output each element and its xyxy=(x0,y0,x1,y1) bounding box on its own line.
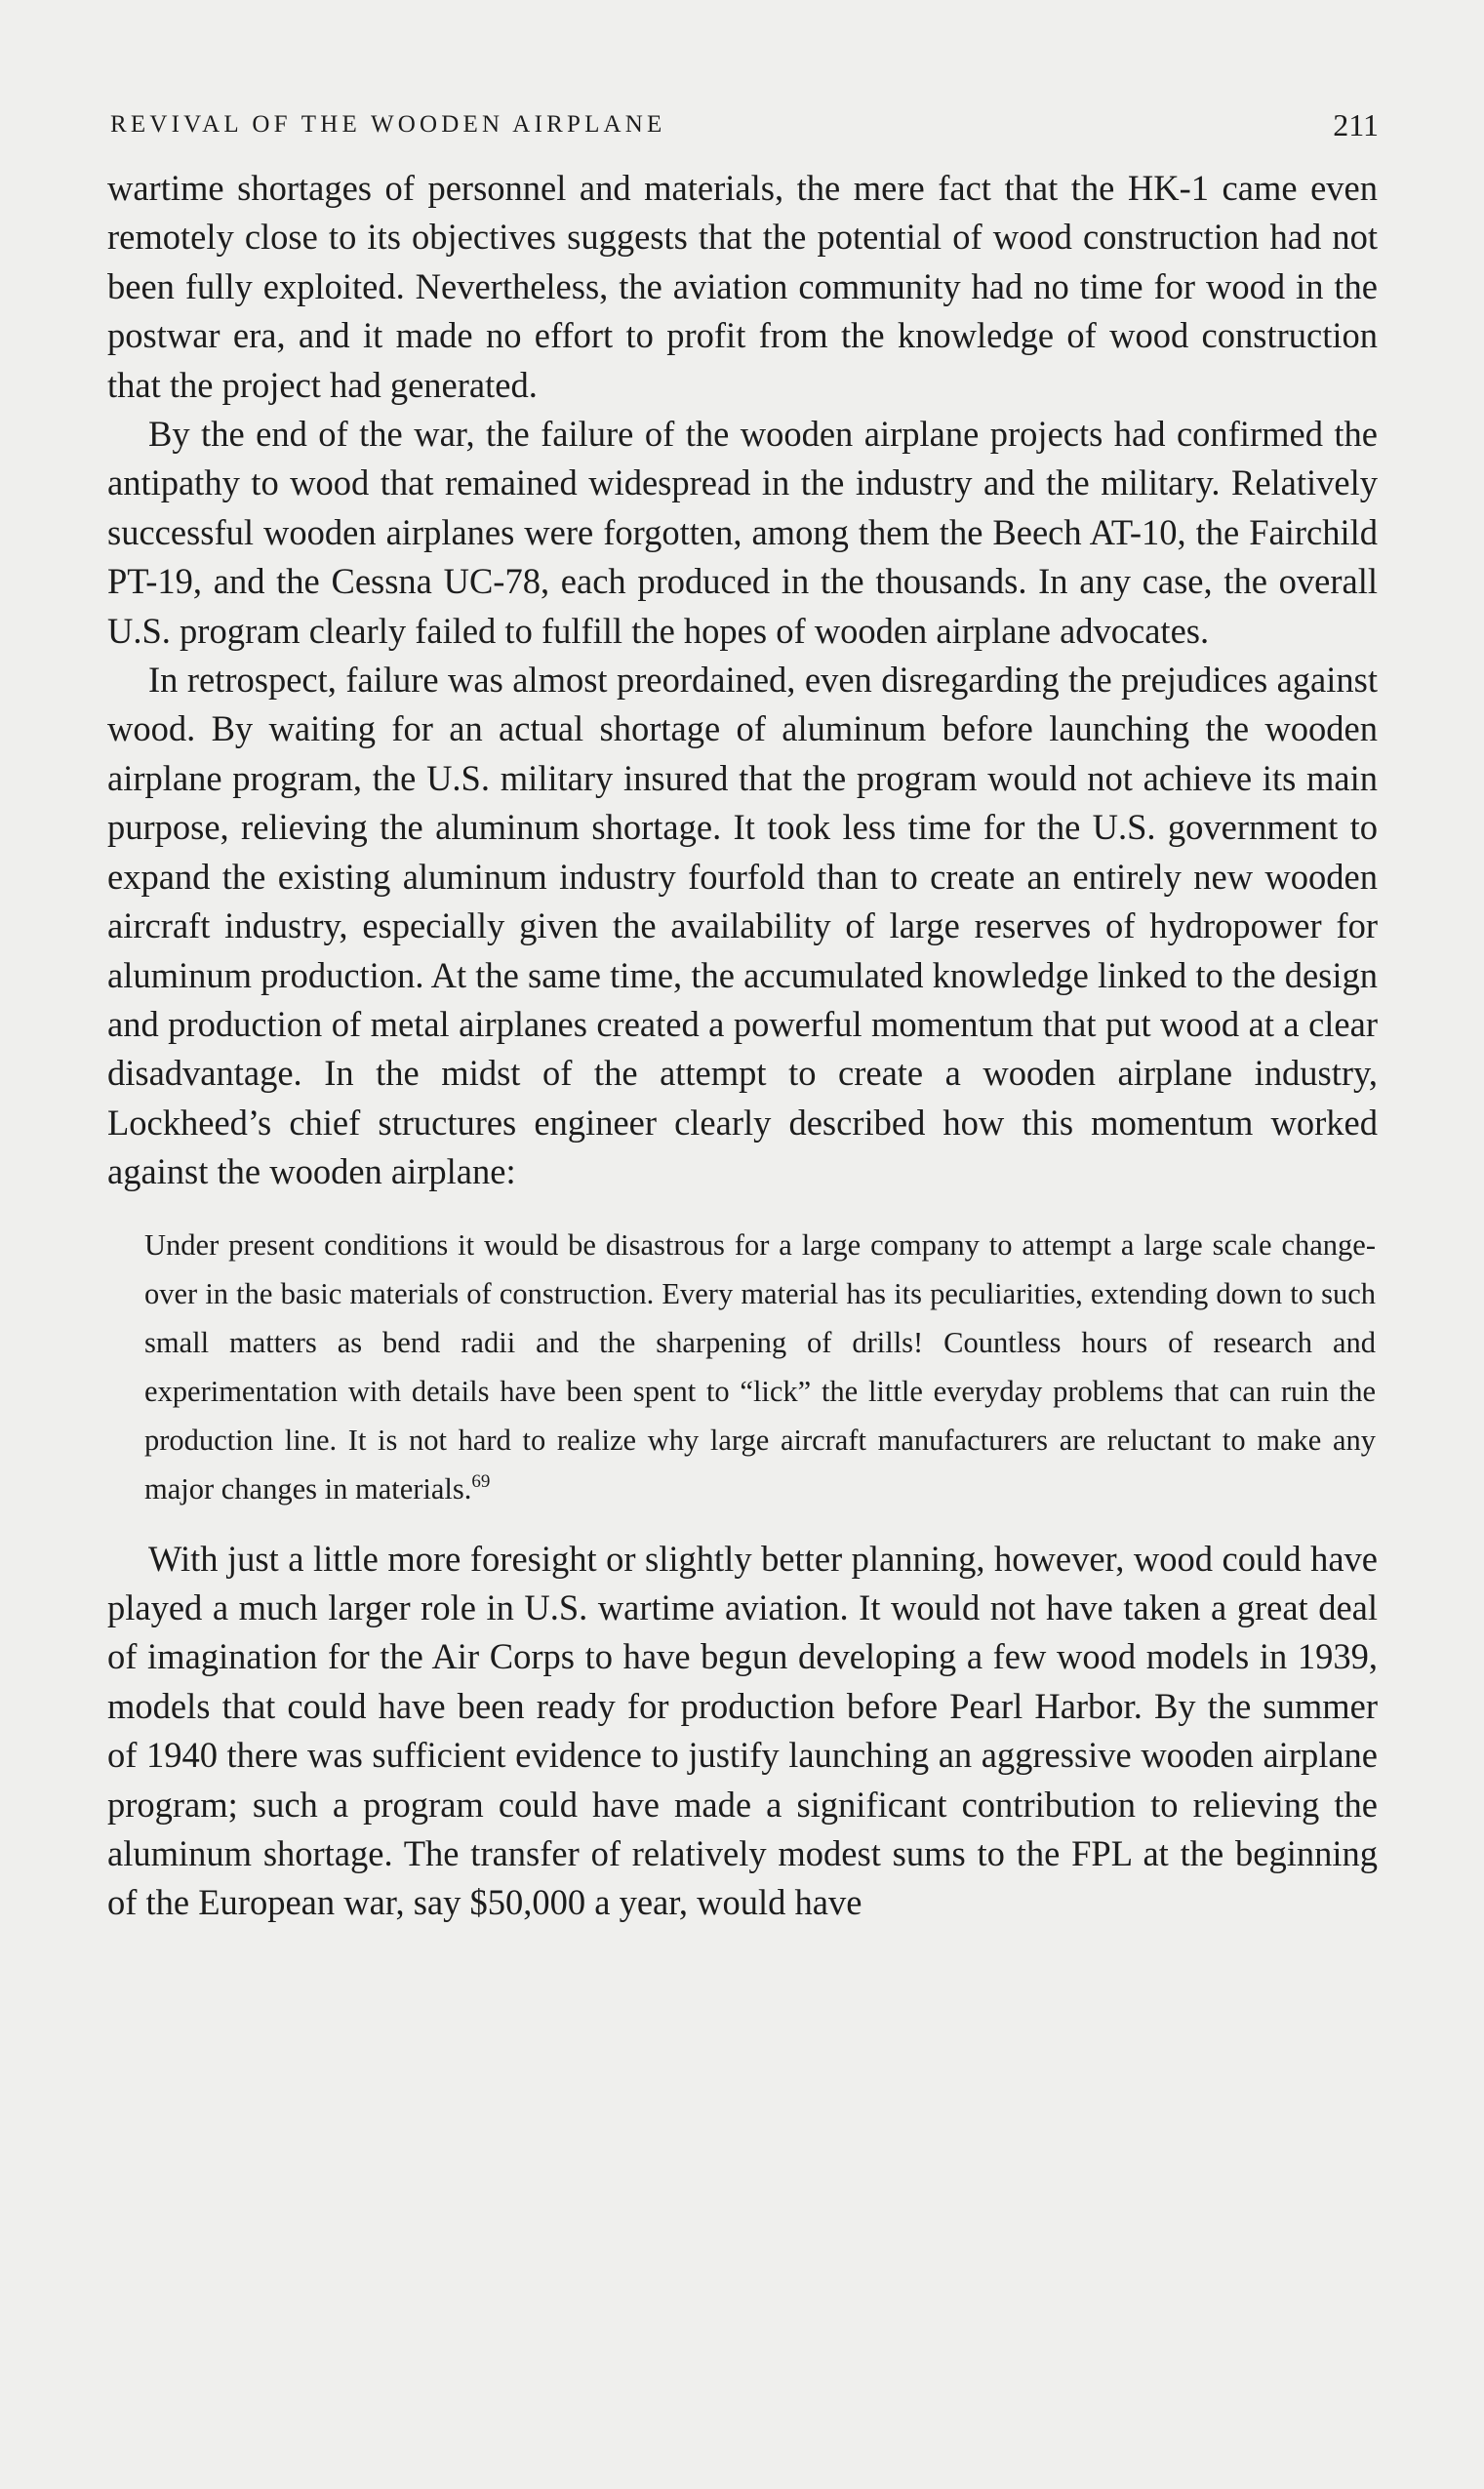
paragraph-foresight: With just a little more foresight or slightly better planning, however, wood could have played a much larger role in U.S. wartime aviation. It would not have taken a great deal of imagination for the Air Corps to have begun developing a few wood models in 1939, models that could have been ready for production before Pearl Harbor. By the summer of 1940 there was sufficient evidence to justify launching an aggressive wooden airplane program; such a program could have made a significant contribution to relieving the aluminum shortage. The transfer of relatively modest sums to the FPL at the beginning of the European war, say $50,000 a year, would have xyxy=(107,1538,1378,1923)
block-quote-text: Under present conditions it would be disastrous for a large company to attempt a large scale change-over in the basic materials of construction. Every material has its peculiarities, extending down to such small matters as bend radii and the sharpening of drills! Countless hours of research and experimentation with details have been spent to “lick” the little everyday problems that can ruin the production line. It is not hard to realize why large aircraft manufacturers are reluctant to make any major changes in materials. xyxy=(144,1227,1376,1505)
running-head xyxy=(110,107,1379,146)
paragraph-end-of-war: By the end of the war, the failure of the wooden airplane projects had confirmed the antipathy to wood that remained widespread in the industry and the military. Relatively successful wooden airplanes were forgotten, among them the Beech AT-10, the Fairchild PT-19, and the Cessna UC-78, each produced in the thousands. In any case, the overall U.S. program clearly failed to fulfill the hopes of wooden airplane advocates. xyxy=(107,414,1378,651)
body-text xyxy=(107,164,1378,1928)
running-title: REVIVAL OF THE WOODEN AIRPLANE xyxy=(110,111,666,138)
block-quote xyxy=(144,1221,1376,1513)
page-number: 211 xyxy=(1333,107,1379,142)
footnote-reference: 69 xyxy=(471,1470,491,1492)
paragraph-retrospect: In retrospect, failure was almost preordained, even disregarding the prejudices against wood. By waiting for an actual shortage of aluminum before launching the wooden airplane program, the U.S. military insured that the program would not achieve its main purpose, relieving the aluminum shortage. It took less time for the U.S. government to expand the existing aluminum industry fourfold than to create an entirely new wooden aircraft industry, especially given the availability of large reserves of hydropower for aluminum production. At the same time, the accumulated knowledge linked to the design and production of metal airplanes created a powerful momentum that put wood at a clear disadvantage. In the midst of the attempt to create a wooden airplane industry, Lockheed’s chief structures engineer clearly described how this momentum worked against the wooden airplane: xyxy=(107,660,1378,1192)
paragraph-continued: wartime shortages of personnel and materials, the mere fact that the HK-1 came even remotely close to its objectives suggests that the potential of wood construction had not been fully exploited. Nevertheless, the aviation community had no time for wood in the postwar era, and it made no effort to profit from the knowledge of wood construction that the project had generated. xyxy=(107,168,1378,405)
